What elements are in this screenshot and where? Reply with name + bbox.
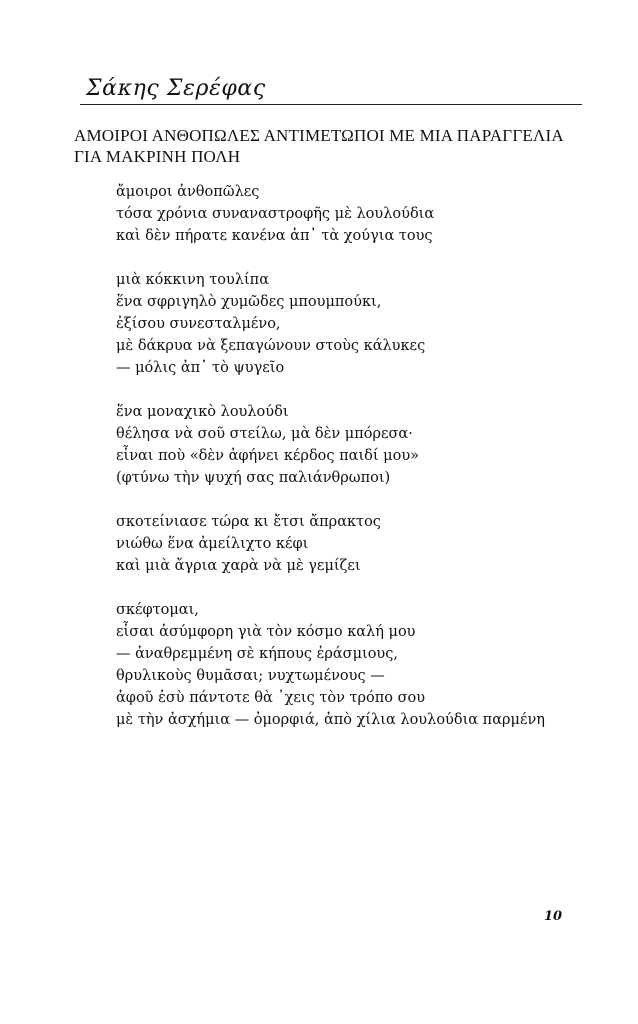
verse-line: εἶσαι ἀσύμφορη γιὰ τὸν κόσμο καλή μου (116, 624, 416, 640)
verse-line: σκοτείνιασε τώρα κι ἔτσι ἄπρακτος (116, 514, 381, 530)
verse-line: — μόλις ἀπ᾿ τὸ ψυγεῖο (116, 360, 285, 376)
stanza-4 (116, 511, 596, 577)
verse-line: θέλησα νὰ σοῦ στείλω, μὰ δὲν μπόρεσα· (116, 426, 413, 442)
stanza-1 (116, 181, 596, 247)
poem-title (74, 125, 594, 167)
stanza-5 (116, 599, 596, 731)
verse-line: (φτύνω τὴν ψυχή σας παλιάνθρωποι) (116, 470, 391, 486)
author-name: Σάκης Σερέφας (86, 76, 266, 101)
verse-line: ἄμοιροι ἀνθοπῶλες (116, 184, 260, 200)
verse-line: μὲ τὴν ἀσχήμια — ὀμορφιά, ἀπὸ χίλια λουλούδια παρμένη (116, 712, 545, 728)
verse-line: ἐξίσου συνεσταλμένο, (116, 316, 281, 332)
verse-line: καὶ δὲν πήρατε κανένα ἀπ᾿ τὰ χούγια τους (116, 228, 433, 244)
header-rule (80, 104, 582, 105)
page-number: 10 (544, 909, 563, 924)
stanza-2 (116, 269, 596, 379)
stanza-3 (116, 401, 596, 489)
verse-line: ἕνα σφριγηλὸ χυμῶδες μπουμπούκι, (116, 294, 382, 310)
verse-line: νιώθω ἕνα ἀμείλιχτο κέφι (116, 536, 309, 552)
verse-line: σκέφτομαι, (116, 602, 199, 618)
poem-title-line: ΓΙΑ ΜΑΚΡΙΝΗ ΠΟΛΗ (74, 147, 241, 166)
verse-line: μιὰ κόκκινη τουλίπα (116, 272, 269, 288)
verse-line: εἶναι ποὺ «δὲν ἀφήνει κέρδος παιδί μου» (116, 448, 419, 464)
verse-line: θρυλικοὺς θυμᾶσαι; νυχτωμένους — (116, 668, 385, 684)
poem-title-line: ΑΜΟΙΡΟΙ ΑΝΘΟΠΩΛΕΣ ΑΝΤΙΜΕΤΩΠΟΙ ΜΕ ΜΙΑ ΠΑΡΑΓΓΕΛΙΑ (74, 126, 564, 145)
verse-line: ἀφοῦ ἐσὺ πάντοτε θὰ ᾿χεις τὸν τρόπο σου (116, 690, 426, 706)
verse-line: τόσα χρόνια συναναστροφῆς μὲ λουλούδια (116, 206, 435, 222)
verse-line: — ἀναθρεμμένη σὲ κήπους ἐράσμιους, (116, 646, 398, 662)
verse-line: μὲ δάκρυα νὰ ξεπαγώνουν στοὺς κάλυκες (116, 338, 426, 354)
verse-line: καὶ μιὰ ἄγρια χαρὰ νὰ μὲ γεμίζει (116, 558, 361, 574)
verse-line: ἕνα μοναχικὸ λουλούδι (116, 404, 289, 420)
poem-body (116, 181, 596, 753)
